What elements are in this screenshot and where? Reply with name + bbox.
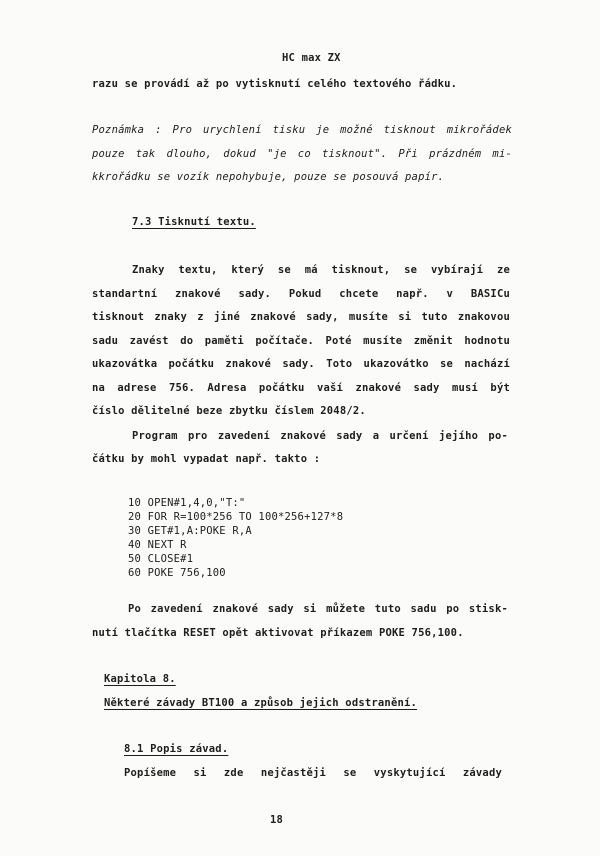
code-line-40: 40 NEXT R (128, 539, 187, 551)
chapter-8-subtitle: Některé závady BT100 a způsob jejich odstranění. (104, 697, 418, 709)
code-line-10: 10 OPEN#1,4,0,"T:" (128, 497, 246, 509)
code-line-60: 60 POKE 756,100 (128, 567, 226, 579)
paragraph1-line-7: číslo dělitelné beze zbytku číslem 2048/2. (92, 405, 366, 417)
paragraph1-line-2: standartní znakové sady. Pokud chcete např. v BASICu (92, 288, 510, 300)
code-line-30: 30 GET#1,A:POKE R,A (128, 525, 252, 537)
paragraph1-line-1: Znaky textu, který se má tisknout, se vybírají ze (132, 264, 510, 276)
section-8-1-heading: 8.1 Popis závad. (124, 743, 229, 755)
paragraph3-line-1: Po zavedení znakové sady si můžete tuto sadu po stisk- (128, 603, 508, 615)
code-line-50: 50 CLOSE#1 (128, 553, 194, 565)
note-line-1: Poznámka : Pro urychlení tisku je možné tisknout mikrořádek (92, 124, 512, 136)
paragraph2-line-1: Program pro zavedení znakové sady a určení jejího po- (132, 430, 508, 442)
note-line-3: kkrořádku se vozík nepohybuje, pouze se posouvá papír. (92, 171, 445, 183)
note-line-2: pouze tak dlouho, dokud "je co tisknout". Při prázdném mi- (92, 148, 512, 160)
paragraph1-line-3: tisknout znaky z jiné znakové sady, musíte si tuto znakovou (92, 311, 510, 323)
paragraph1-line-5: ukazovátka počátku znakové sady. Toto ukazovátko se nachází (92, 358, 510, 370)
chapter-8-title: Kapitola 8. (104, 673, 176, 685)
page-header-title: HC max ZX (282, 52, 341, 64)
section-7-3-heading: 7.3 Tisknutí textu. (132, 216, 256, 228)
paragraph3-line-2: nutí tlačítka RESET opět aktivovat příkazem POKE 756,100. (92, 627, 464, 639)
paragraph2-line-2: čátku by mohl vypadat např. takto : (92, 453, 321, 465)
section-8-1-first-line: Popíšeme si zde nejčastěji se vyskytující závady (124, 767, 502, 779)
paragraph1-line-6: na adrese 756. Adresa počátku vaší znakové sady musí být (92, 382, 510, 394)
intro-line: razu se provádí až po vytisknutí celého textového řádku. (92, 78, 458, 90)
page-number: 18 (270, 814, 284, 826)
code-line-20: 20 FOR R=100*256 TO 100*256+127*8 (128, 511, 344, 523)
paragraph1-line-4: sadu zavést do paměti počítače. Poté musíte změnit hodnotu (92, 335, 510, 347)
